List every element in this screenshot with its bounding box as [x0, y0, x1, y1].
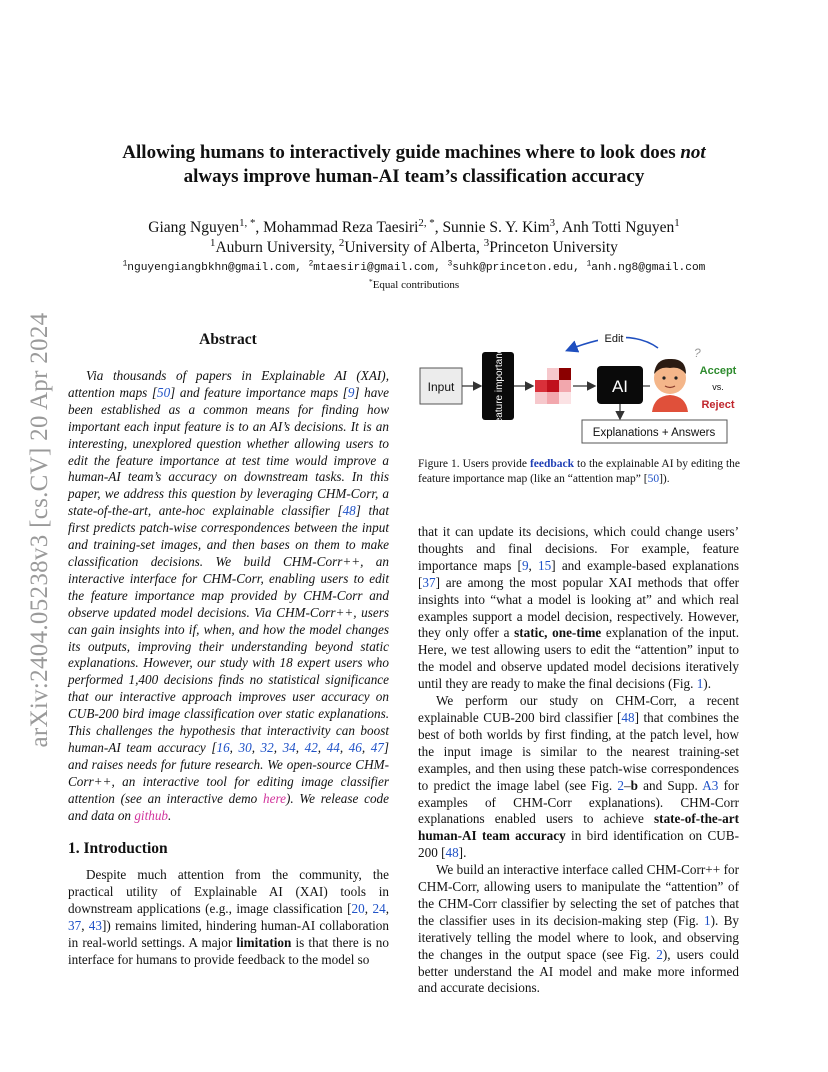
affil-name: Auburn University [215, 239, 332, 256]
email-sup: 2 [308, 259, 314, 269]
input-label: Input [427, 380, 455, 394]
heat-cell [547, 368, 559, 380]
author-name: Giang Nguyen [148, 219, 240, 236]
citation-link[interactable]: 34 [282, 739, 296, 755]
equal-text: Equal contributions [372, 279, 460, 291]
text-run: Figure 1. Users provide [418, 458, 530, 470]
user-eye [662, 376, 665, 379]
text-run: to the explainable AI by editing the feature importance map (like an “attention map” [ [418, 458, 740, 485]
citation-link[interactable]: 48 [445, 845, 459, 861]
edit-label: Edit [604, 333, 624, 345]
email-sup: 1 [586, 259, 592, 269]
figure-ref-link[interactable]: 2 [617, 777, 624, 793]
user-eye [674, 376, 677, 379]
right-column-body [418, 524, 739, 997]
citation-link[interactable]: 43 [88, 917, 102, 933]
bold-term: static, one-time [514, 625, 602, 641]
affil-sup: 2 [338, 237, 345, 250]
citation-link[interactable]: 48 [621, 709, 635, 725]
figure-1 [418, 330, 748, 450]
affil-name: Princeton University [489, 239, 618, 256]
text-run: that it can update its decisions, which could change users’ thoughts and final decisions. For example, feature importance maps [ [418, 524, 739, 573]
author-sup: 1, * [239, 217, 256, 230]
heat-cell [547, 380, 559, 392]
email-link[interactable]: mtaesiri@gmail.com [313, 262, 435, 274]
heat-cell [559, 380, 571, 392]
figure-ref-link[interactable]: 1 [704, 912, 711, 928]
citation-link[interactable]: 24 [372, 900, 386, 916]
attention-heatmap [535, 368, 571, 404]
title-line-2: always improve human-AI team’s classification accuracy [183, 166, 645, 187]
author-sup: 3 [549, 217, 556, 230]
feedback-term: feedback [529, 458, 575, 470]
text-run: ), users could better understand the AI model and make more informed and accurate decisions. [418, 946, 739, 996]
email-link[interactable]: nguyengiangbkhn@gmail.com [127, 262, 296, 274]
figure-1-caption [418, 457, 740, 487]
heat-cell [547, 392, 559, 404]
author-list: Giang Nguyen$^{1, *}$, Mohammad Reza Taesiri$^{2, *}$, Sunnie S. Y. Kim$^3$, Anh Totti Nguyen$^1$ [148, 217, 680, 236]
email-sup: 3 [447, 259, 453, 269]
abstract-body [68, 368, 389, 824]
citation-link[interactable]: 9 [521, 557, 529, 573]
paper-title [60, 141, 768, 189]
author-sup: 2, * [418, 217, 435, 230]
right-paragraph-1: that it can update its decisions, which could change users’ thoughts and final decisions. For example, feature importance maps [9, 15] and example-based explanations [37] are among the most popular XAI methods that offer insights into “what a model is looking at” and which real examples support a model decision, respectively. However, they only offer a static, one-time explanation of the input. Here, we test allowing users to edit the “attention” input to the model and observe updated model decisions iteratively until they are ready to make the final decisions (Fig. 1). [418, 524, 740, 692]
citation-link[interactable]: 42 [304, 739, 318, 755]
text-run: Via thousands of papers in Explainable AI (XAI), attention maps [ [68, 368, 389, 400]
text-run: is that there is no interface for humans to provide feedback to the model so [68, 934, 389, 967]
text-run: ]. [458, 845, 467, 861]
intro-heading: 1. Introduction [68, 840, 168, 857]
text-run: for examples of CHM-Corr explanations). CHM-Corr explanations enabled users to achieve [418, 777, 739, 827]
citation-link[interactable]: 46 [348, 739, 362, 755]
text-run: in bird identification on CUB-200 [ [418, 828, 739, 861]
explanations-label: Explanations + Answers [592, 427, 716, 439]
feature-importance-label: Feature importance [494, 342, 505, 430]
bold-term: limitation [236, 934, 292, 950]
demo-link[interactable]: here [263, 790, 286, 806]
title-line-1: Allowing humans to interactively guide machines where to look does [122, 142, 676, 163]
accept-label: Accept [699, 365, 737, 377]
reject-label: Reject [701, 399, 735, 411]
question-mark: ? [694, 346, 701, 360]
intro-paragraph: Despite much attention from the community, the practical utility of Explainable AI (XAI) tools in downstream applications (e.g., image classification [20, 24, 37, 43]) remains limited, hindering human-AI collaboration in real-world settings. A major limitation is that there is no interface for humans to provide feedback to the model so [68, 867, 390, 967]
text-run: Despite much attention from the community, the practical utility of Explainable AI (XAI) tools in downstream applications (e.g., image classification [ [68, 867, 389, 916]
bold-term: state-of-the-art human-AI team accuracy [418, 811, 739, 844]
email-list: $^1$nguyengiangbkhn@gmail.com, $^2$mtaesiri@gmail.com, $^3$suhk@princeton.edu, $^1$anh.ng8@gmail.com [122, 259, 706, 274]
affil-name: University of Alberta [344, 239, 477, 256]
text-run: ] that combines the best of both worlds by first finding, at the patch level, how the input image is similar to the nearest training-set examples, and then using these patch-wise correspondences to predict the image label (see Fig. [418, 709, 739, 793]
citation-link[interactable]: 50 [156, 384, 171, 400]
email-sup: 1 [122, 259, 128, 269]
citation-link[interactable]: 16 [216, 739, 230, 755]
text-run: ]). [659, 473, 670, 485]
affiliations: $^1$Auburn University, $^2$University of Alberta, $^3$Princeton University [210, 237, 618, 256]
email-link[interactable]: suhk@princeton.edu [452, 262, 574, 274]
text-run: ). By iteratively telling the model where to look, and observing the changes in the output space (see Fig. [418, 912, 739, 962]
heat-cell [535, 380, 547, 392]
right-paragraph-2 [418, 693, 739, 862]
citation-link[interactable]: 44 [326, 739, 340, 755]
heat-cell [535, 392, 547, 404]
intro-body [68, 867, 389, 968]
author-name: Sunnie S. Y. Kim [442, 219, 550, 236]
citation-link[interactable]: 47 [370, 739, 384, 755]
email-link[interactable]: anh.ng8@gmail.com [591, 262, 706, 274]
abstract-paragraph: Via thousands of papers in Explainable AI (XAI), attention maps [50] and feature importance maps [9] have been established as a common means for finding how important each input feature is to an AI’s decisions. It is an interesting, unexplored question whether allowing users to edit the feature importance at test time would improve a human-AI team’s accuracy on downstream tasks. In this paper, we address this question by leveraging CHM-Corr, a state-of-the-art, ante-hoc explainable classifier [48] that first predicts patch-wise correspondences between the input and training-set images, and then bases on them to make classification decisions. We build CHM-Corr++, an interactive interface for CHM-Corr, enabling users to edit the feature importance map provided by CHM-Corr and observe updated model decisions. Via CHM-Corr++, users can gain insights into if, when, and how the model changes its outputs, improving their understanding beyond static explanations. However, our study with 18 expert users who performed 1,400 decisions finds no statistical significance that our interactive approach improves user accuracy on CUB-200 bird image classification over static explanations. This challenges the hypothesis that interactivity can boost human-AI team accuracy [16, 30, 32, 34, 42, 44, 46, 47] and raises needs for future research. We open-source CHM-Corr++, an interactive tool for editing image classifier attention (see an interactive demo here). We release code and data on github. [68, 368, 390, 823]
text-run: ] and example-based explanations [ [418, 557, 740, 590]
text-run: ] are among the most popular XAI methods that offer insights into “what a model is looking at” and which real examples support a model decision, respectively. However, they only offer a [418, 574, 739, 641]
author-sup: 1 [674, 217, 680, 230]
citation-link[interactable]: 50 [647, 473, 660, 485]
citation-link[interactable]: 37 [68, 917, 82, 933]
text-run: ] and feature importance maps [ [170, 384, 348, 400]
text-run: . [168, 807, 172, 823]
citation-link[interactable]: 48 [342, 503, 356, 519]
text-run: ]) remains limited, hindering human-AI collaboration in real-world settings. A major [68, 917, 389, 950]
user-shirt [652, 395, 688, 412]
citation-link[interactable]: 9 [347, 384, 355, 400]
text-run: and Supp. [637, 777, 703, 793]
user-avatar-icon [652, 359, 688, 412]
citation-link[interactable]: 37 [422, 574, 436, 590]
figure-ref-link[interactable]: 1 [696, 676, 704, 692]
text-run: explanation of the input. Here, we test allowing users to edit the “attention” input to the model and observe updated model decisions iteratively until they are ready to make the final decisions (Fig. [418, 625, 739, 692]
text-run: – [624, 777, 631, 793]
github-link[interactable]: github [134, 807, 169, 823]
ai-label: AI [611, 377, 629, 396]
equal-contribution-note [60, 276, 768, 291]
citation-link[interactable]: 30 [238, 739, 252, 755]
citation-link[interactable]: 15 [538, 557, 552, 573]
heat-cell [559, 392, 571, 404]
text-run: ). [703, 676, 711, 692]
affil-sup: 1 [210, 237, 216, 250]
citation-link[interactable]: 20 [351, 900, 365, 916]
text-run: We build an interactive interface called CHM-Corr++ for CHM-Corr, allowing users to manipulate the “attention” of the CHM-Corr classifier by selecting the set of patches that the classifier uses in its decision-making step (Fig. [418, 862, 739, 928]
title-emphasis: not [680, 142, 706, 163]
text-run: ] and raises needs for future research. We open-source CHM-Corr++, an interactive tool for editing image classifier attention (see an interactive demo [68, 739, 390, 806]
affil-sup: 3 [483, 237, 490, 250]
vs-label: vs. [712, 382, 724, 392]
text-run: ). We release code and data on [68, 790, 389, 823]
author-name: Mohammad Reza Taesiri [263, 219, 419, 236]
heat-cell [559, 368, 571, 380]
equal-mark: * [368, 276, 373, 286]
text-run: We perform our study on CHM-Corr, a recent explainable CUB-200 bird classifier [ [418, 693, 739, 725]
author-name: Anh Totti Nguyen [562, 219, 675, 236]
supp-ref-link[interactable]: A3 [702, 777, 719, 793]
text-run: ] that first predicts patch-wise correspondences between the input and training-set images, and then bases on them to make classification decisions. We build CHM-Corr++, an interactive interface for CHM-Corr, enabling users to edit the feature importance map provided by CHM-Corr and observe updated model decisions. Via CHM-Corr++, users can gain insights into if, when, and how the model changes its outputs, improving their understanding beyond static explanations. However, our study with 18 expert users who performed 1,400 decisions finds no statistical significance that our interactive approach improves user accuracy on CUB-200 bird image classification over static explanations. This challenges the hypothesis that interactivity can boost human-AI team accuracy [ [68, 503, 389, 755]
bold-term: b [630, 777, 638, 793]
citation-link[interactable]: 32 [260, 739, 274, 755]
abstract-heading: Abstract [199, 331, 257, 348]
heat-cell [535, 368, 547, 380]
figure-1-diagram [418, 330, 748, 450]
text-run: ] have been established as a common means for finding how important each input feature is to an AI’s decisions. It is an interesting, unexplored question whether allowing users to edit the feature importance at test time would improve a human-AI team’s accuracy on downstream tasks. In this paper, we address this question by leveraging CHM-Corr, a state-of-the-art, ante-hoc explainable classifier [ [68, 384, 389, 519]
right-paragraph-3 [418, 862, 739, 997]
arxiv-id-text: arXiv:2404.05238v3 [cs.CV] 20 Apr 2024 [26, 312, 53, 748]
figure-ref-link[interactable]: 2 [656, 946, 663, 962]
